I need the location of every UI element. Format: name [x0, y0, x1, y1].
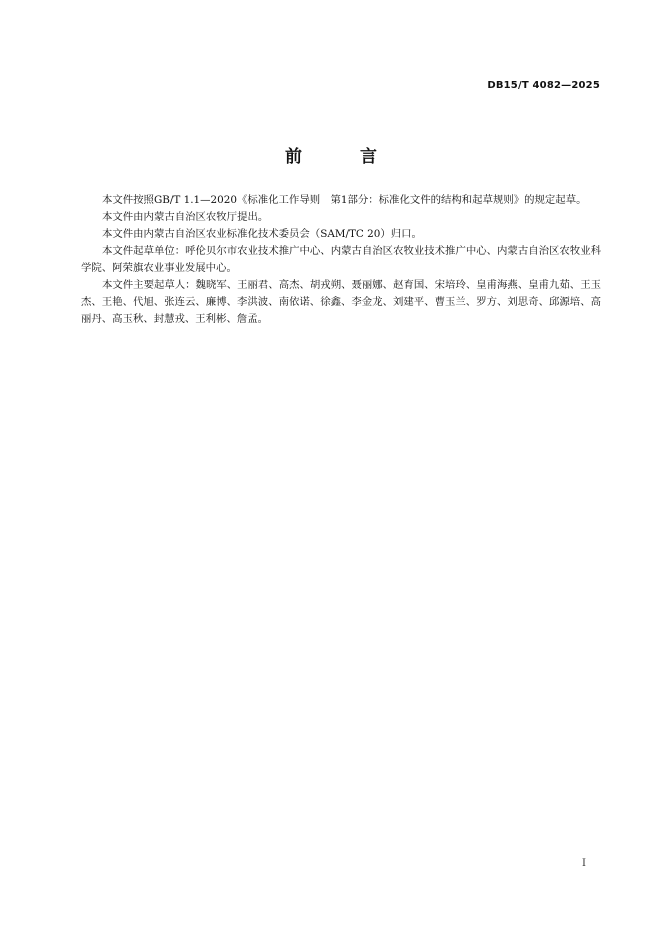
paragraph-administrator: 本文件由内蒙古自治区农业标准化技术委员会（SAM/TC 20）归口。: [102, 228, 422, 240]
paragraph-drafting-units: 本文件起草单位：呼伦贝尔市农业技术推广中心、内蒙古自治区农牧业技术推广中心、内蒙古自治区农牧业科学院、阿荣旗农业事业发展中心。: [81, 245, 601, 274]
standard-code: DB15/T 4082—2025: [487, 80, 600, 91]
foreword-body: [81, 192, 601, 328]
paragraph-drafting-basis: 本文件按照GB/T 1.1—2020《标准化工作导则 第1部分：标准化文件的结构和起草规则》的规定起草。: [102, 194, 587, 206]
page-number: I: [582, 858, 586, 869]
foreword-title: 前 言: [285, 147, 403, 167]
paragraph-proposer: 本文件由内蒙古自治区农牧厅提出。: [102, 211, 269, 223]
paragraph-drafters: 本文件主要起草人：魏晓军、王丽君、高杰、胡戎朔、聂丽娜、赵育国、宋培玲、皇甫海燕、皇甫九茹、王玉杰、王艳、代旭、张连云、廉博、李洪波、南依诺、徐鑫、李金龙、刘建平、曹玉兰、罗方、刘思奇、邱源培、高丽丹、高玉秋、封慧戎、王利彬、詹孟。: [81, 279, 601, 325]
